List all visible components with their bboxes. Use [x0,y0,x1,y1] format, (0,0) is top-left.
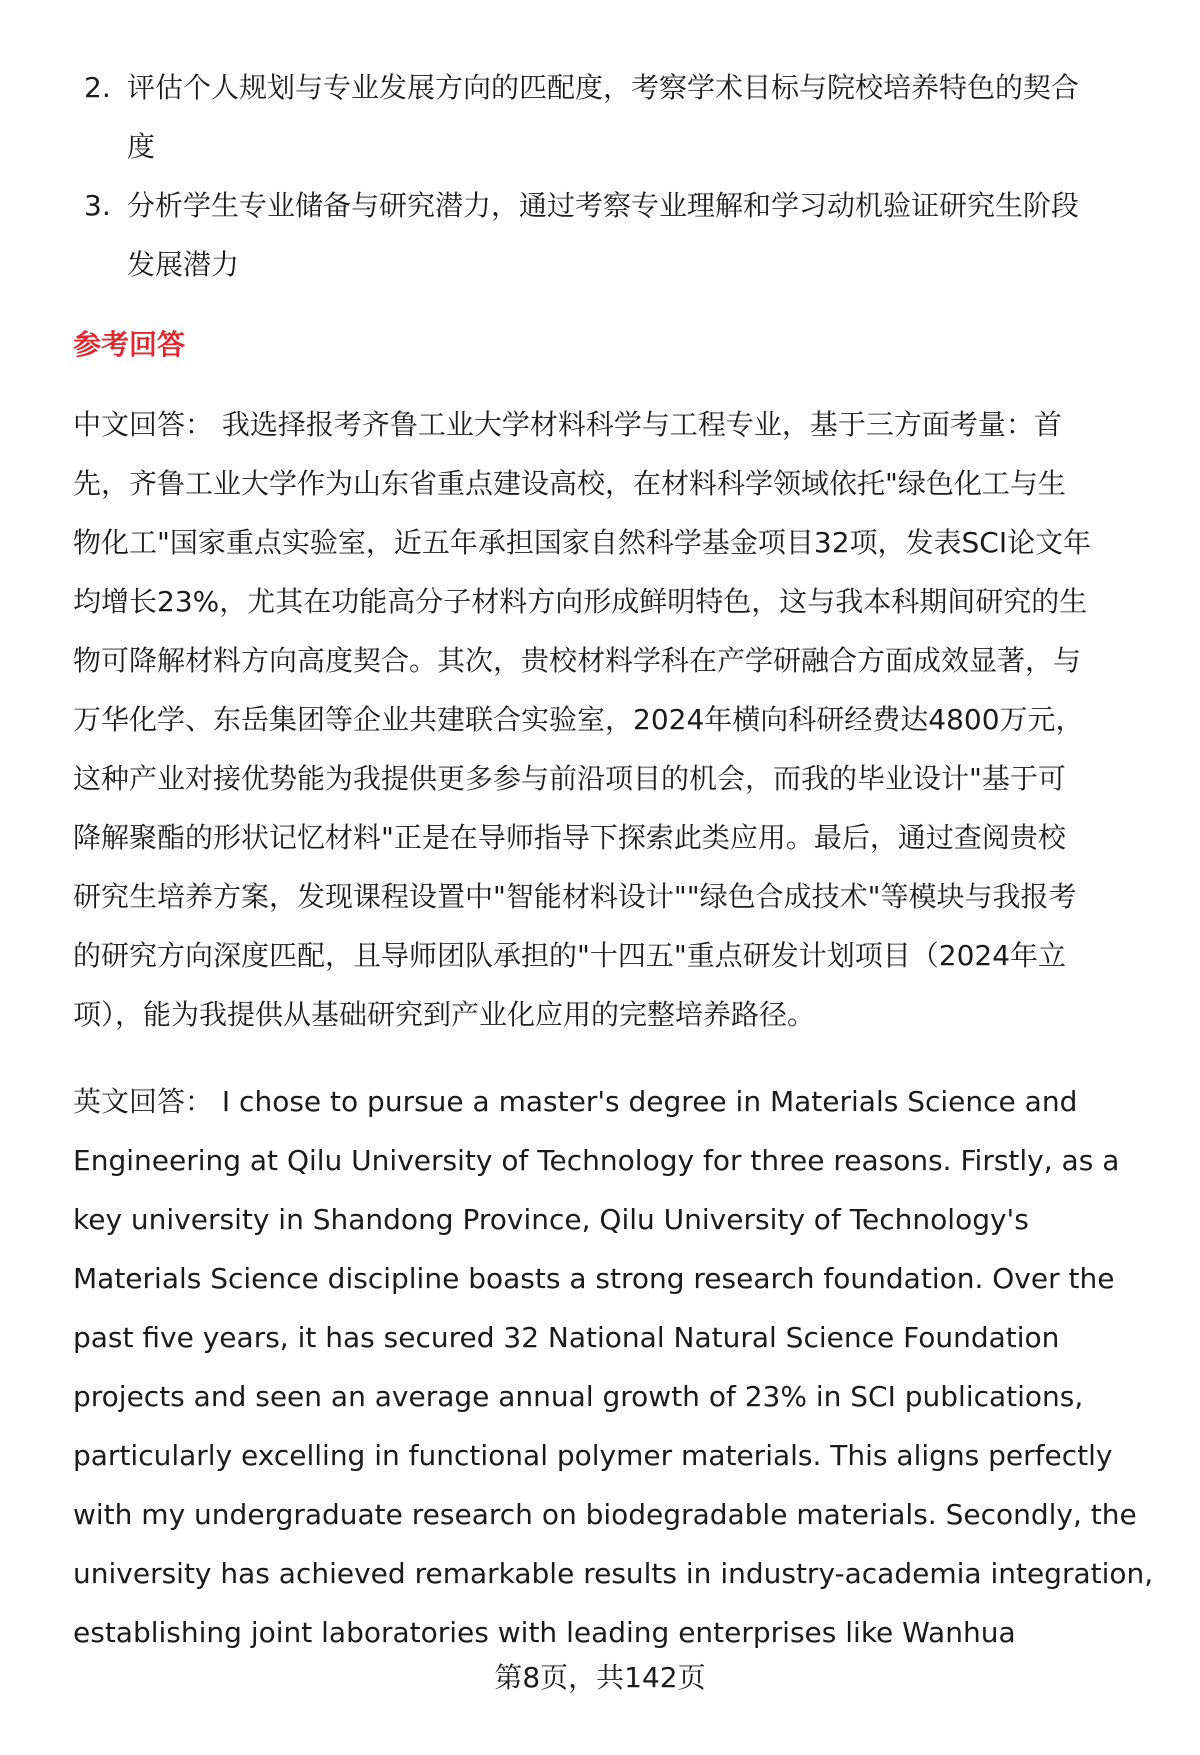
paragraph-line: particularly excelling in functional polymer materials. This aligns perfectly [73,1439,1113,1472]
paragraph-line: Engineering at Qilu University of Technology for three reasons. Firstly, as a [73,1144,1120,1177]
list-item-text: 评估个人规划与专业发展方向的匹配度，考察学术目标与院校培养特色的契合 [127,71,1080,104]
paragraph-line: 项），能为我提供从基础研究到产业化应用的完整培养路径。 [73,998,816,1031]
paragraph-line: 英文回答： I chose to pursue a master's degree in Materials Science and [73,1085,1078,1118]
paragraph-line: 研究生培养方案，发现课程设置中"智能材料设计""绿色合成技术"等模块与我报考 [73,880,1077,913]
list-item-text: 分析学生专业储备与研究潜力，通过考察专业理解和学习动机验证研究生阶段 [127,189,1080,222]
list-item-text: 度 [127,130,156,163]
paragraph-line: with my undergraduate research on biodegradable materials. Secondly, the [73,1498,1137,1531]
paragraph-line: 这种产业对接优势能为我提供更多参与前沿项目的机会，而我的毕业设计"基于可 [73,762,1066,795]
paragraph-line: past five years, it has secured 32 National Natural Science Foundation [73,1321,1060,1354]
paragraph-line: 均增长23%，尤其在功能高分子材料方向形成鲜明特色，这与我本科期间研究的生 [73,585,1088,618]
list-number: 2. [84,71,111,104]
paragraph-line: key university in Shandong Province, Qilu University of Technology's [73,1203,1029,1236]
paragraph-line: 万华化学、东岳集团等企业共建联合实验室，2024年横向科研经费达4800万元， [73,703,1084,736]
section-heading: 参考回答 [73,328,186,361]
paragraph-line: 物化工"国家重点实验室，近五年承担国家自然科学基金项目32项，发表SCI论文年 [73,526,1092,559]
page-number: 第8页，共142页 [494,1661,706,1694]
paragraph-line: university has achieved remarkable results in industry-academia integration, [73,1557,1154,1590]
paragraph-line: 降解聚酯的形状记忆材料"正是在导师指导下探索此类应用。最后，通过查阅贵校 [73,821,1066,854]
list-item-text: 发展潜力 [127,248,240,281]
paragraph-line: 中文回答： 我选择报考齐鲁工业大学材料科学与工程专业，基于三方面考量：首 [73,408,1062,441]
list-number: 3. [84,189,111,222]
paragraph-line: projects and seen an average annual growth of 23% in SCI publications, [73,1380,1084,1413]
paragraph-line: establishing joint laboratories with leading enterprises like Wanhua [73,1616,1016,1649]
paragraph-line: 物可降解材料方向高度契合。其次，贵校材料学科在产学研融合方面成效显著，与 [73,644,1082,677]
paragraph-line: 先，齐鲁工业大学作为山东省重点建设高校，在材料科学领域依托"绿色化工与生 [73,467,1066,500]
paragraph-line: 的研究方向深度匹配，且导师团队承担的"十四五"重点研发计划项目（2024年立 [73,939,1067,972]
paragraph-line: Materials Science discipline boasts a strong research foundation. Over the [73,1262,1115,1295]
